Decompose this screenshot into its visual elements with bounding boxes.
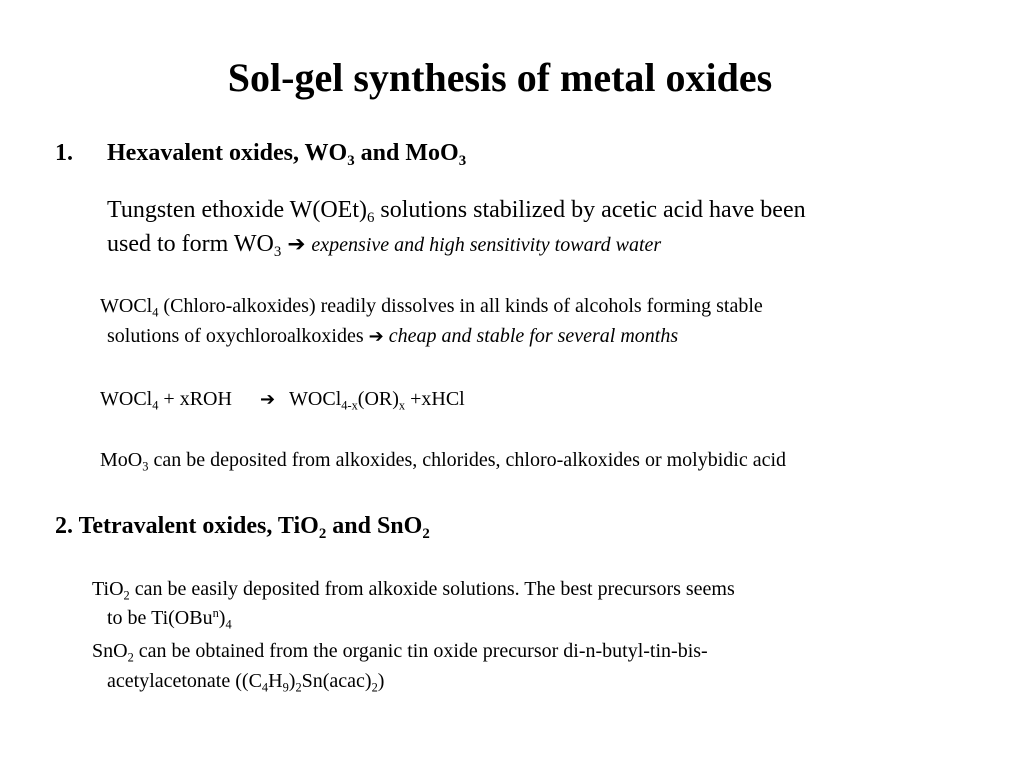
page-title: Sol-gel synthesis of metal oxides bbox=[227, 55, 773, 100]
right-arrow-icon: ➔ bbox=[259, 389, 276, 410]
tungsten-line-1: Tungsten ethoxide $W(OEt)_6$ solutions stabilized by acetic acid have been bbox=[107, 197, 806, 227]
wocl4-note: cheap and stable for several months bbox=[388, 325, 679, 347]
right-arrow-icon: ➔ bbox=[287, 232, 306, 257]
wocl4-line-2: solutions of oxychloroalkoxides ➔ cheap and stable for several months bbox=[107, 323, 678, 350]
wocl4-line-1: WOCl$_4$ (Chloro-alkoxides) readily dissolves in all kinds of alcohols forming stable bbox=[100, 295, 763, 320]
tungsten-note: expensive and high sensitivity toward water bbox=[311, 234, 662, 256]
section-1-number: 1. bbox=[55, 140, 73, 166]
section-2-heading: 2. Tetravalent oxides, TiO$_2$ and SnO$_2$ bbox=[55, 513, 430, 543]
section-1-heading: Hexavalent oxides, $WO_3$ and MoO$_3$ bbox=[107, 140, 467, 170]
tungsten-line-2: used to form $WO_3$ ➔ expensive and high sensitivity toward water bbox=[107, 231, 662, 261]
sno2-line-2: acetylacetonate $((C_4H_9)_2Sn(acac)_2)$ bbox=[107, 670, 385, 695]
tio2-line-2: to be $Ti(OBu^n)_4$ bbox=[107, 606, 232, 632]
sno2-line-1: SnO$_2$ can be obtained from the organic tin oxide precursor di-n-butyl-tin-bis- bbox=[92, 640, 708, 665]
reaction-equation: WOCl$_4$ + xROH ➔ $WOCl_{4-x}(OR)_x$ +xHCl bbox=[100, 388, 465, 413]
moo3-line: MoO$_3$ can be deposited from alkoxides, chlorides, chloro-alkoxides or molybidic acid bbox=[100, 449, 787, 474]
tio2-line-1: TiO$_2$ can be easily deposited from alkoxide solutions. The best precursors seems bbox=[92, 578, 735, 603]
right-arrow-icon: ➔ bbox=[368, 326, 384, 347]
